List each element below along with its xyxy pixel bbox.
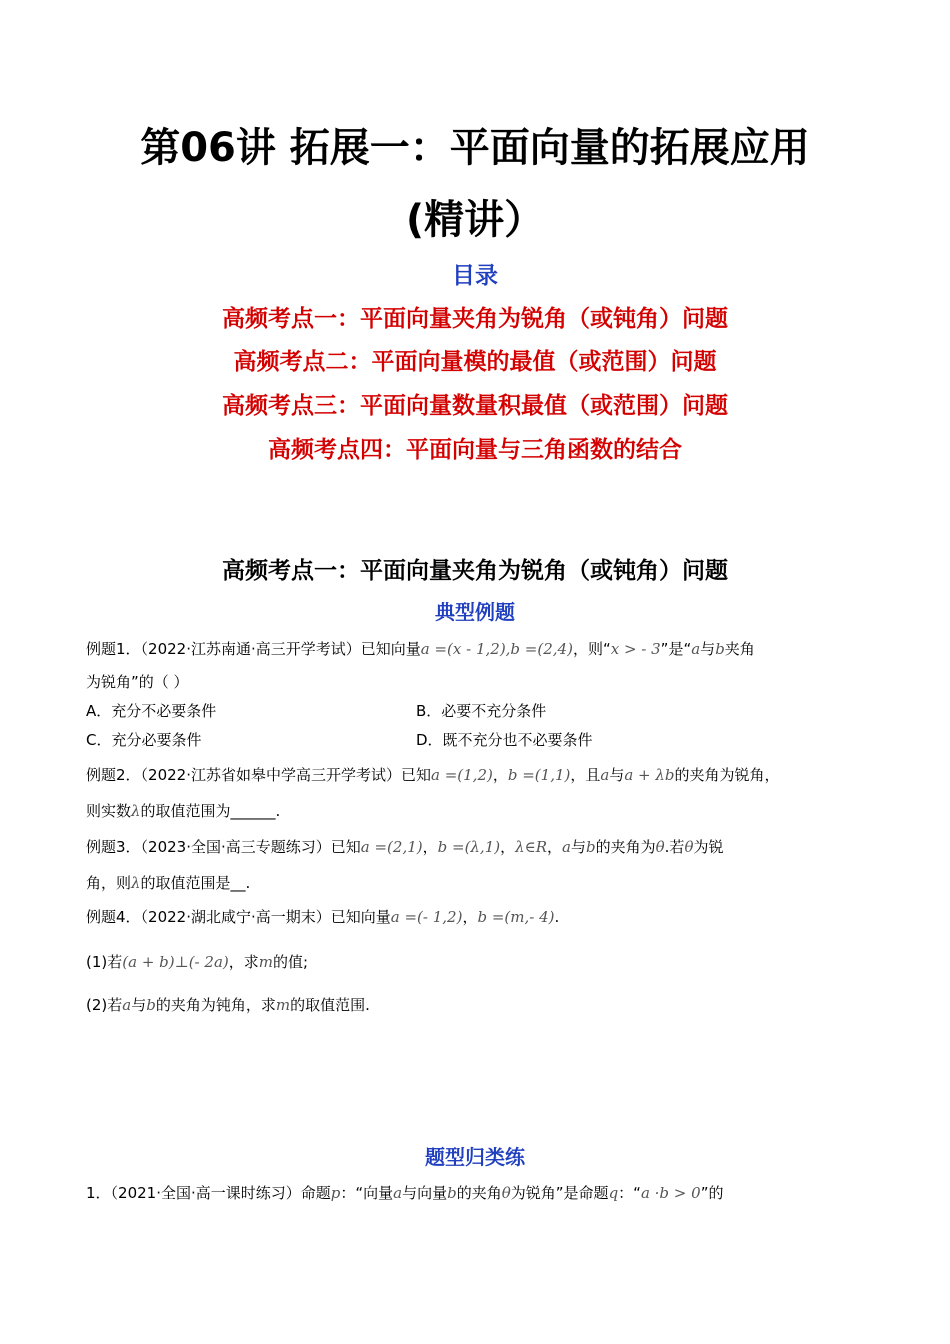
example-2-text: 与 <box>609 766 625 784</box>
example-4-text: 的值; <box>273 953 309 971</box>
vector-a: a <box>562 838 571 856</box>
proposition-p: p <box>330 1184 341 1202</box>
toc-item-4[interactable]: 高频考点四：平面向量与三角函数的结合 <box>268 437 682 463</box>
example-4-text: (1)若 <box>86 953 123 971</box>
vector-b: b <box>146 996 156 1014</box>
toc-item-3[interactable]: 高频考点三：平面向量数量积最值（或范围）问题 <box>222 393 728 419</box>
example-2-prefix: 例题2．（2022·江苏省如皋中学高三开学考试）已知 <box>86 766 431 784</box>
example-4-perpendicular-formula: (a + b)⊥(- 2a) <box>122 953 229 971</box>
vector-b: b <box>447 1184 457 1202</box>
doc-title-line2: (精讲） <box>405 197 545 243</box>
practice-question-1 <box>86 1183 723 1203</box>
practice-q1-text: 与向量 <box>402 1184 448 1202</box>
example-4-prefix: 例题4．（2022·湖北咸宁·高一期末）已知向量 <box>86 908 391 926</box>
vector-b: b <box>715 640 725 658</box>
example-3-text: 角，则 <box>86 874 132 892</box>
example-3-text: ， <box>547 838 563 856</box>
vector-a: a <box>691 640 701 658</box>
example-4-text: 的夹角为钝角，求 <box>155 996 276 1014</box>
proposition-q: q <box>608 1184 619 1202</box>
example-2-line-1 <box>86 765 780 785</box>
example-3-line-2 <box>86 873 250 893</box>
example-1-text: ，则“ <box>572 640 611 658</box>
example-4-vector-b: b =(m,- 4) <box>477 908 555 926</box>
practice-q1-text: ”的 <box>700 1184 724 1202</box>
example-3-condition: λ∈R <box>515 838 548 856</box>
section-subheading: 典型例题 <box>435 600 515 624</box>
example-2-text: ，且 <box>570 766 601 784</box>
example-2-text: 的取值范围为______. <box>140 802 281 820</box>
example-1-text: 夹角 <box>724 640 755 658</box>
example-3-text: 与 <box>570 838 586 856</box>
example-3-text: 的夹角为 <box>595 838 656 856</box>
example-4-text: 与 <box>131 996 147 1014</box>
variable-m: m <box>258 953 273 971</box>
toc-item-1[interactable]: 高频考点一：平面向量夹角为锐角（或钝角）问题 <box>222 306 728 332</box>
example-2-vector-sum: a + λb <box>624 766 675 784</box>
vector-a: a <box>393 1184 403 1202</box>
practice-q1-text: ：“向量 <box>340 1184 394 1202</box>
example-3-vector-a: a =(2,1) <box>360 838 423 856</box>
example-1-text: ”是“ <box>660 640 692 658</box>
example-3-line-1 <box>86 837 723 857</box>
lambda-symbol: λ <box>131 874 141 892</box>
example-3-text: .若 <box>664 838 685 856</box>
example-3-text: 的取值范围是__. <box>140 874 251 892</box>
example-4-line-1 <box>86 907 559 927</box>
variable-m: m <box>275 996 291 1014</box>
toc-item-2[interactable]: 高频考点二：平面向量模的最值（或范围）问题 <box>233 349 717 375</box>
example-4-part-1 <box>86 952 308 972</box>
option-a[interactable]: A．充分不必要条件 <box>86 702 217 720</box>
vector-a: a <box>122 996 132 1014</box>
example-2-line-2 <box>86 801 280 821</box>
toc-heading: 目录 <box>452 263 498 289</box>
example-2-text: ， <box>492 766 508 784</box>
lambda-symbol: λ <box>131 802 141 820</box>
example-4-text: ，求 <box>228 953 259 971</box>
example-1-prefix: 例题1．（2022·江苏南通·高三开学考试）已知向量 <box>86 640 421 658</box>
theta-symbol: θ <box>655 838 665 856</box>
example-4-text: ， <box>462 908 478 926</box>
example-3-vector-b: b =(λ,1) <box>437 838 501 856</box>
example-1-condition: x > - 3 <box>610 640 661 658</box>
example-1-text: 与 <box>700 640 716 658</box>
option-d[interactable]: D．既不充分也不必要条件 <box>416 731 593 749</box>
example-2-vector-b: b =(1,1) <box>507 766 571 784</box>
section-title: 高频考点一：平面向量夹角为锐角（或钝角）问题 <box>222 558 728 584</box>
example-2-vector-a: a =(1,2) <box>431 766 493 784</box>
example-4-text: (2)若 <box>86 996 123 1014</box>
example-4-text: 的取值范围. <box>290 996 370 1014</box>
vector-b: b <box>586 838 596 856</box>
example-1-line-1 <box>86 639 755 659</box>
option-b[interactable]: B．必要不充分条件 <box>416 702 547 720</box>
practice-q1-text: 为锐角”是命题 <box>510 1184 609 1202</box>
practice-q1-text: 的夹角 <box>456 1184 502 1202</box>
option-c[interactable]: C．充分必要条件 <box>86 731 202 749</box>
example-4-vector-a: a =(- 1,2) <box>390 908 463 926</box>
theta-symbol: θ <box>501 1184 511 1202</box>
example-3-text: ， <box>500 838 516 856</box>
example-2-text: 的夹角为锐角， <box>674 766 780 784</box>
example-4-part-2 <box>86 995 370 1015</box>
example-1-line-2: 为锐角”的（ ） <box>86 673 189 691</box>
example-3-text: 为锐 <box>693 838 724 856</box>
theta-symbol: θ <box>684 838 694 856</box>
vector-a: a <box>600 766 610 784</box>
example-4-text: . <box>554 908 560 926</box>
doc-title-line1: 第06讲 拓展一：平面向量的拓展应用 <box>140 125 810 171</box>
practice-q1-text: ：“ <box>618 1184 641 1202</box>
practice-q1-text: 1．（2021·全国·高一课时练习）命题 <box>86 1184 331 1202</box>
practice-heading: 题型归类练 <box>425 1145 525 1169</box>
example-3-prefix: 例题3．（2023·全国·高三专题练习）已知 <box>86 838 361 856</box>
dot-product-formula: a ·b > 0 <box>640 1184 701 1202</box>
example-2-text: 则实数 <box>86 802 132 820</box>
example-1-formula: a =(x - 1,2),b =(2,4) <box>420 640 573 658</box>
example-3-text: ， <box>422 838 438 856</box>
